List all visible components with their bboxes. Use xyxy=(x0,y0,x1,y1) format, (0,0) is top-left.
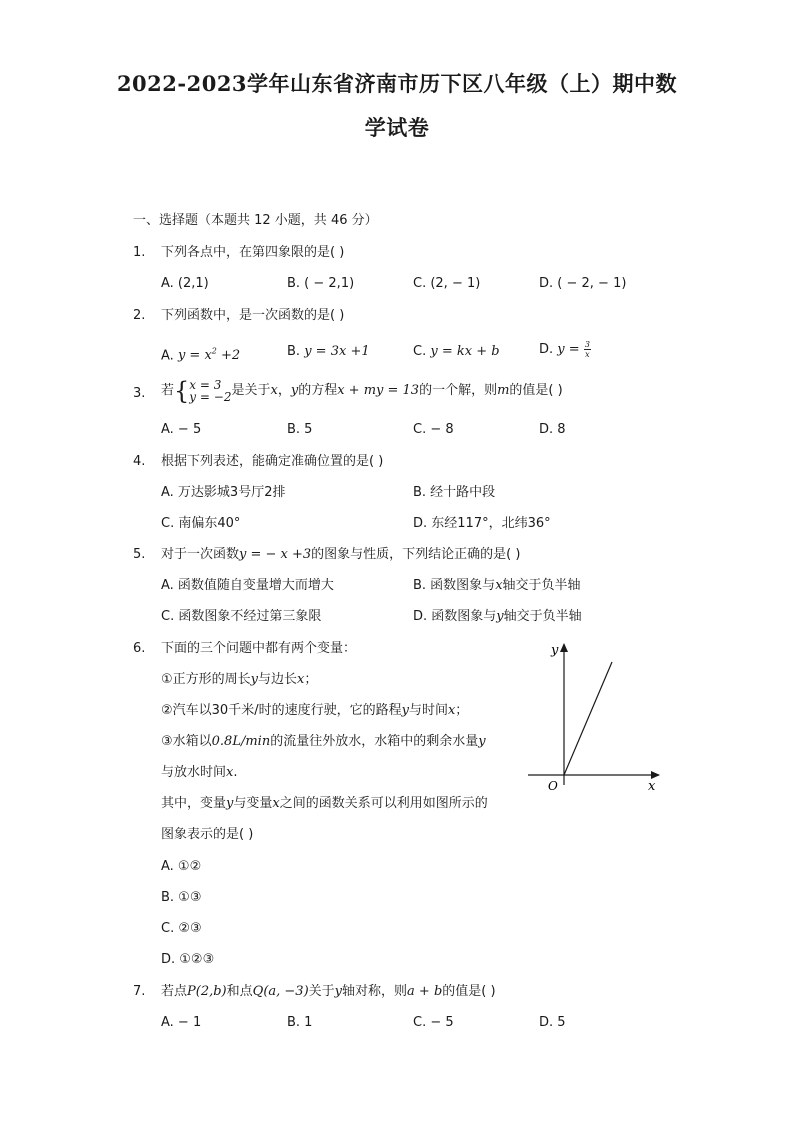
question-3-stem xyxy=(161,373,563,409)
origin-label: O xyxy=(548,779,558,793)
exam-title-line-2: 学试卷 xyxy=(364,115,430,140)
question-7-option-b: B. 1 xyxy=(287,1015,313,1030)
item-text: 其中，变量 xyxy=(161,796,227,811)
formula-rest: +2 xyxy=(216,348,241,364)
equation: y = − x +3 xyxy=(239,547,312,562)
var-y: y xyxy=(226,796,234,811)
item-text: ③水箱以 xyxy=(161,734,212,749)
stem-text: 的一个解，则 xyxy=(419,383,498,398)
item-text: ②汽车以30千米/时的速度行驶，它的路程 xyxy=(161,703,402,718)
option-text: D. 函数图象与 xyxy=(413,609,497,624)
question-1-option-b: B. ( − 2,1) xyxy=(287,276,355,291)
option-letter: A. xyxy=(161,348,174,364)
var-m: m xyxy=(497,383,510,398)
item-text: 与变量 xyxy=(233,796,273,811)
section-heading: 一、选择题（本题共 12 小题，共 46 分） xyxy=(133,213,378,228)
item-text: ； xyxy=(304,672,318,687)
stem-text: 的图象与性质，下列结论正确的是( ) xyxy=(311,547,521,562)
question-5-option-a: A. 函数值随自变量增大而增大 xyxy=(161,578,334,593)
question-5-option-d xyxy=(413,608,582,626)
stem-text: 的值是( ) xyxy=(509,383,563,398)
equation: x + my = 13 xyxy=(337,383,420,398)
question-1-stem: 下列各点中，在第四象限的是( ) xyxy=(161,245,345,260)
stem-text: 若 xyxy=(161,383,175,398)
question-7-number: 7. xyxy=(133,984,146,999)
item-text: 与放水时间 xyxy=(161,765,227,780)
question-5-stem xyxy=(161,546,520,564)
question-6-option-b: B. ①③ xyxy=(161,890,202,905)
var-y: y xyxy=(401,703,409,718)
item-text: ①正方形的周长 xyxy=(161,672,251,687)
function-line xyxy=(564,662,612,775)
question-6-item-3-cont xyxy=(161,764,238,782)
system-line-2: y = −2 xyxy=(189,389,232,404)
question-6-conclusion-2: 图象表示的是( ) xyxy=(161,827,254,842)
equation-system xyxy=(189,379,231,403)
rate: 0.8L/min xyxy=(211,734,271,749)
question-7-option-d: D. 5 xyxy=(539,1015,566,1030)
fraction xyxy=(584,340,591,359)
question-3-option-b: B. 5 xyxy=(287,422,313,437)
question-6-option-c: C. ②③ xyxy=(161,921,202,936)
question-6-number: 6. xyxy=(133,641,146,656)
stem-text: 的方程 xyxy=(298,383,338,398)
option-letter: D. xyxy=(539,342,554,357)
question-1-option-a: A. (2,1) xyxy=(161,276,209,291)
question-1-option-d: D. ( − 2, − 1) xyxy=(539,276,627,291)
option-text: 轴交于负半轴 xyxy=(503,609,582,624)
stem-text: 对于一次函数 xyxy=(161,547,240,562)
exam-title-line-1: 2022-2023学年山东省济南市历下区八年级（上）期中数 xyxy=(116,71,678,96)
question-6-graph xyxy=(525,640,665,795)
var-x: x xyxy=(272,796,280,811)
point-p: P(2,b) xyxy=(187,984,227,999)
var-x: x xyxy=(447,703,456,718)
var-y: y xyxy=(250,672,259,687)
var-y: y xyxy=(478,734,486,749)
question-6-item-1 xyxy=(161,671,317,689)
item-text: 与时间 xyxy=(408,703,448,718)
fraction-denominator: x xyxy=(585,350,590,359)
option-text: B. 函数图象与 xyxy=(413,578,496,593)
question-7-option-a: A. − 1 xyxy=(161,1015,202,1030)
option-text: 轴交于负半轴 xyxy=(502,578,581,593)
question-6-conclusion xyxy=(161,795,488,813)
var-x: x xyxy=(495,578,503,593)
question-5-number: 5. xyxy=(133,547,146,562)
item-text: 之间的函数关系可以利用如图所示的 xyxy=(279,796,488,811)
var-y: y xyxy=(290,383,299,398)
var-y: y xyxy=(334,984,343,999)
item-text: . xyxy=(233,765,238,780)
option-formula: y = xyxy=(557,342,580,357)
stem-text: 是关于 xyxy=(231,383,271,398)
fraction-numerator: 3 xyxy=(584,340,590,349)
item-text: ； xyxy=(455,703,469,718)
option-formula: y = kx + b xyxy=(430,344,500,359)
item-text: 与边长 xyxy=(258,672,298,687)
var-y: y xyxy=(496,609,504,624)
var-x: x xyxy=(226,765,234,780)
option-formula xyxy=(178,348,240,363)
question-4-option-b: B. 经十路中段 xyxy=(413,485,496,500)
question-2-option-b xyxy=(287,343,370,361)
option-letter: C. xyxy=(413,344,427,359)
point-q: Q(a, −3) xyxy=(252,984,309,999)
question-6-option-a: A. ①② xyxy=(161,859,202,874)
item-text: 的流量往外放水，水箱中的剩余水量 xyxy=(270,734,479,749)
question-2-number: 2. xyxy=(133,308,146,323)
expression: a + b xyxy=(407,984,443,999)
system-line-1: x = 3 xyxy=(189,377,222,392)
var-x: x xyxy=(297,672,305,687)
y-axis-label: y xyxy=(551,643,559,658)
question-7-stem xyxy=(161,983,496,1001)
question-6-stem: 下面的三个问题中都有两个变量： xyxy=(161,641,357,656)
question-3-number: 3. xyxy=(133,386,146,401)
question-5-option-b xyxy=(413,577,581,595)
formula-exponent: 2 xyxy=(211,347,217,356)
var-x: x xyxy=(270,383,278,398)
question-2-option-d xyxy=(539,340,591,359)
question-4-option-a: A. 万达影城3号厅2排 xyxy=(161,485,286,500)
option-letter: B. xyxy=(287,344,301,359)
question-1-number: 1. xyxy=(133,245,146,260)
question-6-item-2 xyxy=(161,702,468,720)
x-axis-label: x xyxy=(648,779,656,794)
stem-text: 的值是( ) xyxy=(442,984,496,999)
question-3-option-a: A. − 5 xyxy=(161,422,202,437)
question-2-stem: 下列函数中，是一次函数的是( ) xyxy=(161,308,345,323)
stem-text: 关于 xyxy=(308,984,335,999)
formula-base: y = x xyxy=(177,348,212,364)
question-2-option-c xyxy=(413,343,500,361)
question-6-item-3 xyxy=(161,733,486,751)
question-4-stem: 根据下列表述，能确定准确位置的是( ) xyxy=(161,454,384,469)
stem-text: 和点 xyxy=(226,984,253,999)
option-formula: y = 3x +1 xyxy=(304,344,370,359)
stem-text: 若点 xyxy=(161,984,188,999)
question-6-option-d: D. ①②③ xyxy=(161,952,215,967)
question-4-number: 4. xyxy=(133,454,146,469)
question-4-option-d: D. 东经117°，北纬36° xyxy=(413,516,551,531)
question-1-option-c: C. (2, − 1) xyxy=(413,276,481,291)
stem-text: 轴对称，则 xyxy=(342,984,408,999)
question-7-option-c: C. − 5 xyxy=(413,1015,454,1030)
question-4-option-c: C. 南偏东40° xyxy=(161,516,241,531)
question-3-option-c: C. − 8 xyxy=(413,422,454,437)
stem-text: ， xyxy=(277,383,291,398)
brace-icon: { xyxy=(174,376,190,405)
question-2-option-a xyxy=(161,343,240,365)
question-5-option-c: C. 函数图象不经过第三象限 xyxy=(161,609,322,624)
question-3-option-d: D. 8 xyxy=(539,422,566,437)
